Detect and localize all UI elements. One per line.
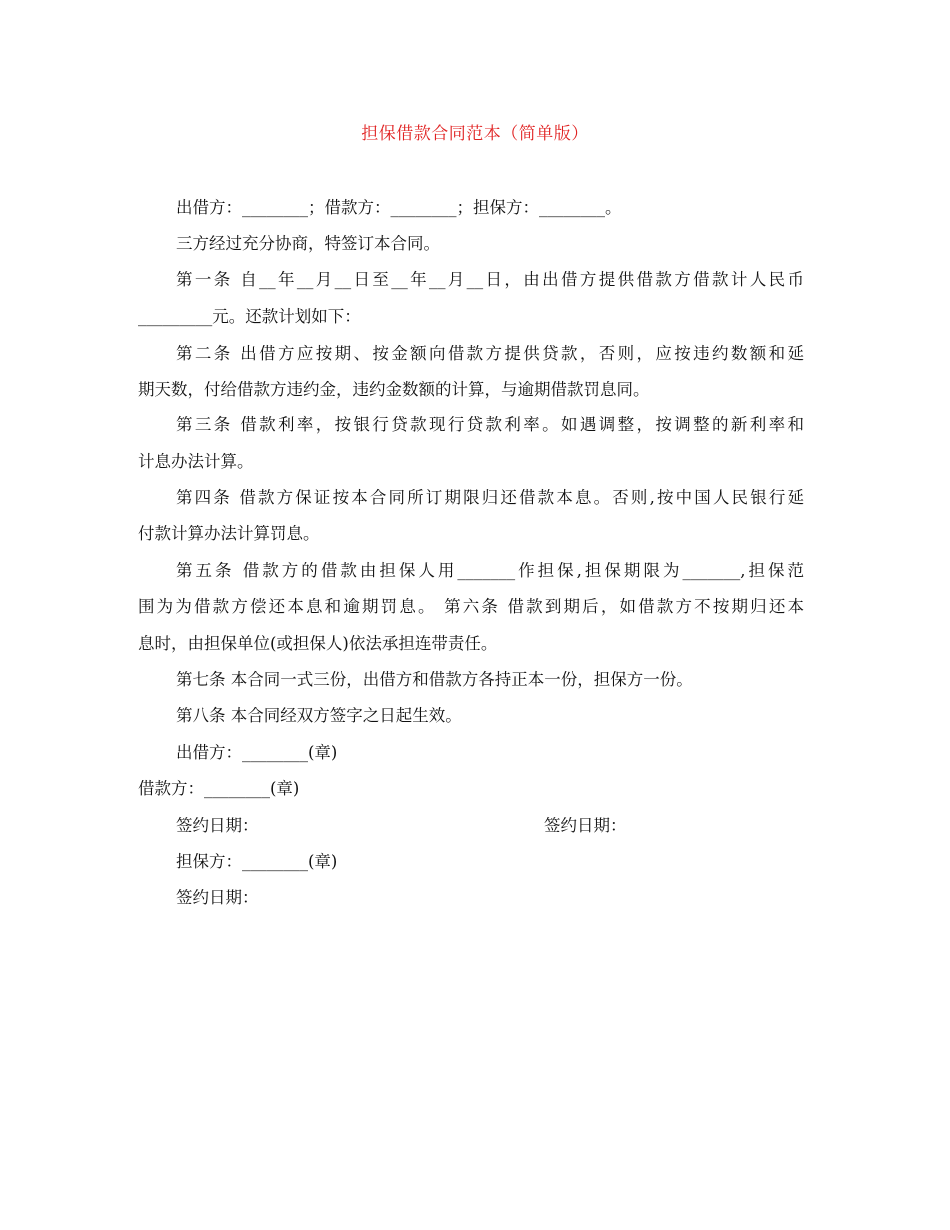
article-2-line-1: 第二条 出借方应按期、按金额向借款方提供贷款，否则，应按违约数额和延 xyxy=(176,344,804,363)
article-3-line-2: 计息办法计算。 xyxy=(138,452,254,471)
article-4-line-1: 第四条 借款方保证按本合同所订期限归还借款本息。否则,按中国人民银行延 xyxy=(176,488,804,507)
article-1-line-1: 第一条 自__年__月__日至__年__月__日，由出借方提供借款方借款计人民币 xyxy=(176,270,804,289)
article-2-line-2: 期天数，付给借款方违约金，违约金数额的计算，与逾期借款罚息同。 xyxy=(138,380,650,399)
article-1-line-2: _________元。还款计划如下： xyxy=(138,307,361,326)
signing-date-right: 签约日期： xyxy=(544,816,627,835)
article-5-line-1: 第五条 借款方的借款由担保人用_______作担保,担保期限为_______,担保范 xyxy=(176,561,804,580)
guarantor-signature: 担保方：________(章) xyxy=(176,852,338,871)
lender-signature: 出借方：________(章) xyxy=(176,743,338,762)
article-5-line-2: 围为为借款方偿还本息和逾期罚息。 第六条 借款到期后，如借款方不按期归还本 xyxy=(138,597,804,616)
article-7-line: 第七条 本合同一式三份，出借方和借款方各持正本一份，担保方一份。 xyxy=(176,670,693,689)
signing-date-left: 签约日期： xyxy=(176,816,259,835)
article-3-line-1: 第三条 借款利率，按银行贷款现行贷款利率。如遇调整，按调整的新利率和 xyxy=(176,415,804,434)
guarantor-signing-date: 签约日期： xyxy=(176,888,259,907)
article-4-line-2: 付款计算办法计算罚息。 xyxy=(138,524,320,543)
preamble-line: 三方经过充分协商，特签订本合同。 xyxy=(176,234,440,253)
article-6-line-2: 息时，由担保单位(或担保人)依法承担连带责任。 xyxy=(138,634,498,653)
page-title: 担保借款合同范本（简单版） xyxy=(361,124,589,144)
parties-line: 出借方：________；借款方：________；担保方：________。 xyxy=(176,198,622,217)
borrower-signature: 借款方：________(章) xyxy=(138,779,300,798)
article-8-line: 第八条 本合同经双方签字之日起生效。 xyxy=(176,706,462,725)
